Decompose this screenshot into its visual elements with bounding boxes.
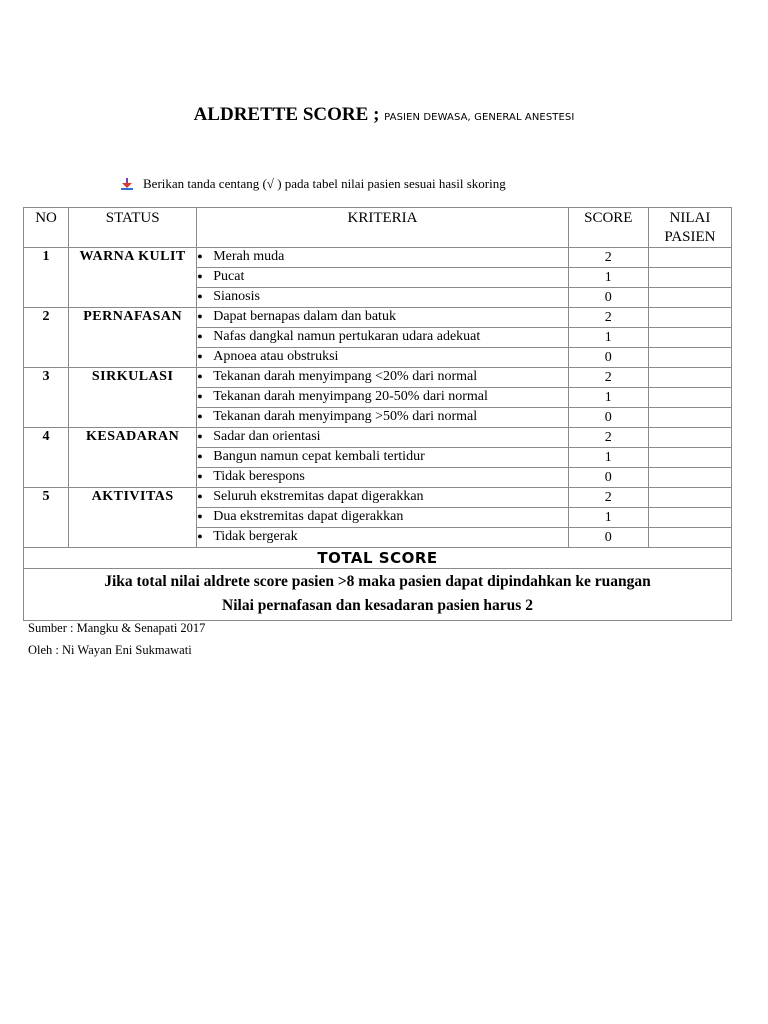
nilai-pasien-cell[interactable]: [648, 368, 731, 388]
instruction-line: [121, 176, 506, 192]
score-cell: 1: [568, 508, 648, 528]
header-score: SCORE: [568, 208, 648, 248]
kriteria-cell: [197, 388, 569, 408]
author-text: Oleh : Ni Wayan Eni Sukmawati: [28, 643, 192, 657]
nilai-pasien-cell[interactable]: [648, 488, 731, 508]
source-text: Sumber : Mangku & Senapati 2017: [28, 621, 206, 635]
status-label: WARNA KULIT: [69, 248, 197, 308]
kriteria-text: Seluruh ekstremitas dapat digerakkan: [213, 489, 424, 505]
table-row: [24, 368, 732, 388]
bullet-icon: ●: [197, 251, 203, 262]
table-row: [24, 428, 732, 448]
kriteria-text: Dapat bernapas dalam dan batuk: [213, 309, 396, 325]
table-header-row: [24, 208, 732, 248]
score-cell: 1: [568, 448, 648, 468]
score-cell: 2: [568, 488, 648, 508]
nilai-pasien-cell[interactable]: [648, 328, 731, 348]
kriteria-cell: [197, 528, 569, 548]
kriteria-cell: [197, 448, 569, 468]
kriteria-text: Sadar dan orientasi: [213, 429, 321, 445]
kriteria-text: Dua ekstremitas dapat digerakkan: [213, 509, 404, 525]
kriteria-text: Apnoea atau obstruksi: [213, 349, 339, 365]
score-cell: 0: [568, 468, 648, 488]
kriteria-cell: [197, 308, 569, 328]
row-number: 3: [24, 368, 69, 428]
score-cell: 2: [568, 368, 648, 388]
kriteria-text: Tidak berespons: [213, 469, 305, 485]
kriteria-cell: [197, 408, 569, 428]
bullet-icon: ●: [197, 451, 203, 462]
kriteria-cell: [197, 508, 569, 528]
note-cell: [24, 569, 732, 621]
nilai-pasien-cell[interactable]: [648, 308, 731, 328]
nilai-pasien-cell[interactable]: [648, 428, 731, 448]
score-cell: 2: [568, 308, 648, 328]
nilai-pasien-cell[interactable]: [648, 388, 731, 408]
row-number: 5: [24, 488, 69, 548]
kriteria-cell: [197, 268, 569, 288]
bullet-icon: ●: [197, 491, 203, 502]
header-no: NO: [24, 208, 69, 248]
status-label: PERNAFASAN: [69, 308, 197, 368]
total-score-label: TOTAL SCORE: [24, 548, 732, 569]
bullet-icon: ●: [197, 351, 203, 362]
score-cell: 2: [568, 428, 648, 448]
score-cell: 1: [568, 268, 648, 288]
score-cell: 1: [568, 388, 648, 408]
note-line-2: Nilai pernafasan dan kesadaran pasien harus 2: [222, 597, 533, 614]
bullet-icon: ●: [197, 291, 203, 302]
score-cell: 0: [568, 528, 648, 548]
row-number: 1: [24, 248, 69, 308]
total-score-row: [24, 548, 732, 569]
kriteria-cell: [197, 328, 569, 348]
nilai-pasien-cell[interactable]: [648, 248, 731, 268]
nilai-pasien-cell[interactable]: [648, 468, 731, 488]
bullet-icon: ●: [197, 471, 203, 482]
table-row: [24, 488, 732, 508]
score-cell: 0: [568, 348, 648, 368]
kriteria-text: Nafas dangkal namun pertukaran udara adekuat: [213, 329, 481, 345]
header-status: STATUS: [69, 208, 197, 248]
arrow-bullet-icon: [121, 178, 133, 190]
bullet-icon: ●: [197, 531, 203, 542]
kriteria-text: Tekanan darah menyimpang <20% dari normal: [213, 369, 478, 385]
kriteria-text: Merah muda: [213, 249, 285, 265]
table-row: [24, 248, 732, 268]
row-number: 4: [24, 428, 69, 488]
header-kriteria: KRITERIA: [197, 208, 569, 248]
title-main: ALDRETTE SCORE ;: [193, 104, 385, 125]
kriteria-cell: [197, 428, 569, 448]
kriteria-text: Tekanan darah menyimpang >50% dari normal: [213, 409, 478, 425]
bullet-icon: ●: [197, 511, 203, 522]
title-subtitle: PASIEN DEWASA, GENERAL ANESTESI: [384, 112, 575, 123]
kriteria-cell: [197, 368, 569, 388]
bullet-icon: ●: [197, 271, 203, 282]
status-label: KESADARAN: [69, 428, 197, 488]
score-cell: 0: [568, 408, 648, 428]
bullet-icon: ●: [197, 311, 203, 322]
bullet-icon: ●: [197, 431, 203, 442]
kriteria-cell: [197, 288, 569, 308]
kriteria-text: Pucat: [213, 269, 245, 285]
instruction-text: Berikan tanda centang (√ ) pada tabel nilai pasien sesuai hasil skoring: [143, 176, 506, 191]
table-body: [24, 248, 732, 548]
kriteria-text: Tekanan darah menyimpang 20-50% dari normal: [213, 389, 488, 405]
status-label: AKTIVITAS: [69, 488, 197, 548]
kriteria-text: Sianosis: [213, 289, 260, 305]
kriteria-cell: [197, 348, 569, 368]
nilai-pasien-cell[interactable]: [648, 288, 731, 308]
bullet-icon: ●: [197, 391, 203, 402]
status-label: SIRKULASI: [69, 368, 197, 428]
header-nilai-pasien: NILAI PASIEN: [648, 208, 731, 248]
nilai-pasien-cell[interactable]: [648, 408, 731, 428]
score-cell: 2: [568, 248, 648, 268]
nilai-pasien-cell[interactable]: [648, 528, 731, 548]
nilai-pasien-cell[interactable]: [648, 268, 731, 288]
kriteria-text: Bangun namun cepat kembali tertidur: [213, 449, 425, 465]
note-line-1: Jika total nilai aldrete score pasien >8 maka pasien dapat dipindahkan ke ruangan: [104, 573, 651, 590]
kriteria-cell: [197, 488, 569, 508]
nilai-pasien-cell[interactable]: [648, 348, 731, 368]
bullet-icon: ●: [197, 331, 203, 342]
bullet-icon: ●: [197, 371, 203, 382]
nilai-pasien-cell[interactable]: [648, 508, 731, 528]
kriteria-cell: [197, 468, 569, 488]
score-cell: 1: [568, 328, 648, 348]
row-number: 2: [24, 308, 69, 368]
document-title: [0, 104, 768, 126]
nilai-pasien-cell[interactable]: [648, 448, 731, 468]
kriteria-text: Tidak bergerak: [213, 529, 298, 545]
note-row: [24, 569, 732, 621]
kriteria-cell: [197, 248, 569, 268]
table-row: [24, 308, 732, 328]
bullet-icon: ●: [197, 411, 203, 422]
aldrete-score-table: [23, 207, 732, 621]
score-cell: 0: [568, 288, 648, 308]
